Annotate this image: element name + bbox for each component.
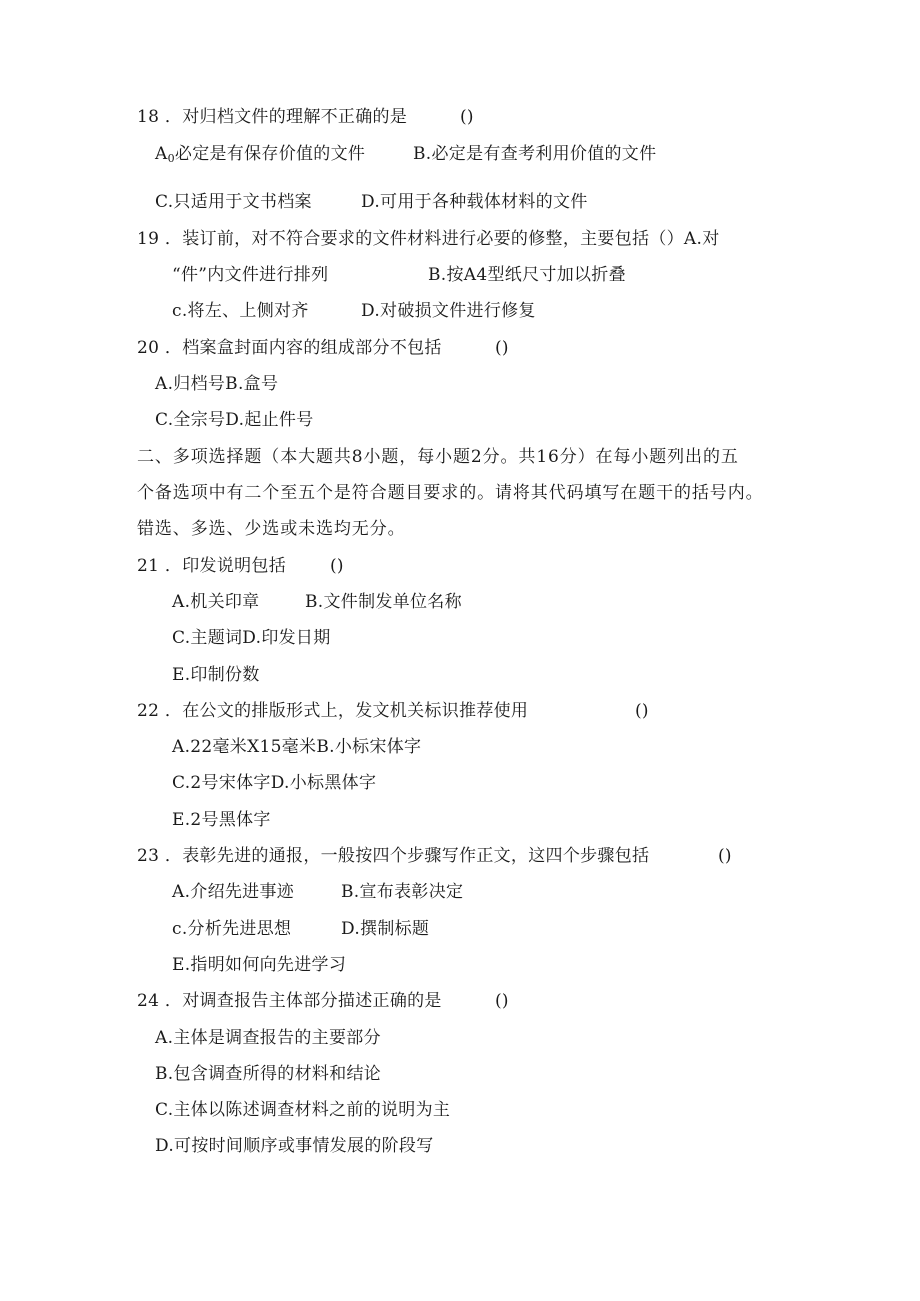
q20-stem-text: 20 ．档案盒封面内容的组成部分不包括	[137, 338, 442, 358]
q23-option-c	[172, 918, 291, 940]
q23-option-a-text: A.介绍先进事迹	[172, 882, 295, 902]
q23-option-d-text: D.撰制标题	[341, 919, 430, 939]
q19-option-c-text: c.将左、上侧对齐	[172, 301, 309, 321]
section-2-line-2-text: 个备选项中有二个至五个是符合题目要求的。请将其代码填写在题干的括号内。	[137, 483, 764, 503]
q18-option-d	[361, 191, 588, 213]
q18-option-c	[155, 191, 312, 213]
q24-option-c-text: C.主体以陈述调查材料之前的说明为主	[155, 1100, 451, 1120]
q19-option-b-text: B.按A4型纸尺寸加以折叠	[428, 265, 626, 285]
question-19-stem	[137, 228, 720, 250]
q18-option-c-text: C.只适用于文书档案	[155, 192, 312, 212]
q21-option-b	[305, 591, 462, 613]
q23-option-d	[341, 918, 429, 940]
q24-option-a	[155, 1027, 381, 1049]
q19-option-d-text: D.对破损文件进行修复	[361, 301, 536, 321]
q23-answer-paren	[718, 845, 732, 867]
q19-stem-text: 19 ．装订前，对不符合要求的文件材料进行必要的修整，主要包括（）A.对	[137, 229, 720, 249]
q22-stem-text: 22 ．在公文的排版形式上，发文机关标识推荐使用	[137, 701, 529, 721]
q22-options-ab-text: A.22毫米X15毫米B.小标宋体字	[172, 737, 422, 757]
question-20-stem	[137, 337, 442, 359]
q23-paren-text: ()	[718, 846, 732, 866]
q24-option-a-text: A.主体是调查报告的主要部分	[155, 1028, 381, 1048]
q21-option-a	[172, 591, 259, 613]
q22-answer-paren	[635, 700, 649, 722]
question-22-stem	[137, 700, 528, 722]
q21-options-cd-text: C.主题词D.印发日期	[172, 628, 331, 648]
q22-option-e	[172, 809, 271, 831]
question-21-stem	[137, 555, 286, 577]
q24-answer-paren	[495, 990, 509, 1012]
q23-option-e-text: E.指明如何向先进学习	[172, 955, 347, 975]
q23-option-b	[341, 881, 463, 903]
q19-option-c	[172, 300, 309, 322]
q19-option-a-continued	[172, 264, 328, 286]
q22-options-cd-text: C.2号宋体字D.小标黑体字	[172, 773, 377, 793]
q24-option-d	[155, 1135, 434, 1157]
q23-option-e	[172, 954, 346, 976]
section-2-line-1-text: 二、多项选择题（本大题共8小题，每小题2分。共16分）在每小题列出的五	[137, 447, 739, 467]
q22-option-e-text: E.2号黑体字	[172, 810, 271, 830]
q21-option-e	[172, 664, 260, 686]
q18-paren-text: ()	[460, 107, 474, 127]
q20-options-ab-text: A.归档号B.盒号	[155, 374, 279, 394]
q21-answer-paren	[330, 555, 344, 577]
q24-option-c	[155, 1099, 450, 1121]
q24-option-b-text: B.包含调查所得的材料和结论	[155, 1064, 382, 1084]
section-2-instruction-line-1	[137, 446, 739, 468]
q24-paren-text: ()	[495, 991, 509, 1011]
q21-option-b-text: B.文件制发单位名称	[305, 592, 462, 612]
q18-option-b	[413, 143, 656, 165]
question-23-stem	[137, 845, 649, 867]
q18-option-a-text: 必定是有保存价值的文件	[174, 144, 366, 164]
q23-option-c-text: c.分析先进思想	[172, 919, 292, 939]
q23-option-b-text: B.宣布表彰决定	[341, 882, 464, 902]
q23-option-a	[172, 881, 294, 903]
q18-option-a-subscript: 0	[167, 152, 175, 165]
q21-option-a-text: A.机关印章	[172, 592, 260, 612]
q22-paren-text: ()	[635, 701, 649, 721]
q18-stem-text: 18 ．对归档文件的理解不正确的是	[137, 107, 408, 127]
q18-option-d-text: D.可用于各种载体材料的文件	[361, 192, 588, 212]
question-24-stem	[137, 990, 442, 1012]
section-2-line-3-text: 错选、多选、少选或未选均无分。	[137, 519, 406, 539]
section-2-instruction-line-2	[137, 482, 764, 504]
q22-options-cd	[172, 772, 376, 794]
q18-option-a-letter: A	[155, 144, 168, 164]
question-18-stem	[137, 106, 407, 128]
q20-options-ab	[155, 373, 278, 395]
q21-options-cd	[172, 627, 331, 649]
q21-option-e-text: E.印制份数	[172, 665, 260, 685]
q24-option-b	[155, 1063, 381, 1085]
section-2-instruction-line-3	[137, 518, 406, 540]
q22-options-ab	[172, 736, 421, 758]
q21-stem-text: 21 ．印发说明包括	[137, 556, 287, 576]
q24-stem-text: 24 ．对调查报告主体部分描述正确的是	[137, 991, 442, 1011]
q19-option-a-text: “件”内文件进行排列	[172, 265, 329, 285]
q18-option-a	[155, 143, 365, 170]
q20-answer-paren	[495, 337, 509, 359]
q20-paren-text: ()	[495, 338, 509, 358]
q19-option-b	[428, 264, 626, 286]
q18-option-b-text: B.必定是有查考利用价值的文件	[413, 144, 657, 164]
q20-options-cd	[155, 409, 314, 431]
q20-options-cd-text: C.全宗号D.起止件号	[155, 410, 314, 430]
q19-option-d	[361, 300, 536, 322]
q21-paren-text: ()	[330, 556, 344, 576]
q23-stem-text: 23 ．表彰先进的通报，一般按四个步骤写作正文，这四个步骤包括	[137, 846, 650, 866]
q18-answer-paren	[460, 106, 474, 128]
q24-option-d-text: D.可按时间顺序或事情发展的阶段写	[155, 1136, 434, 1156]
